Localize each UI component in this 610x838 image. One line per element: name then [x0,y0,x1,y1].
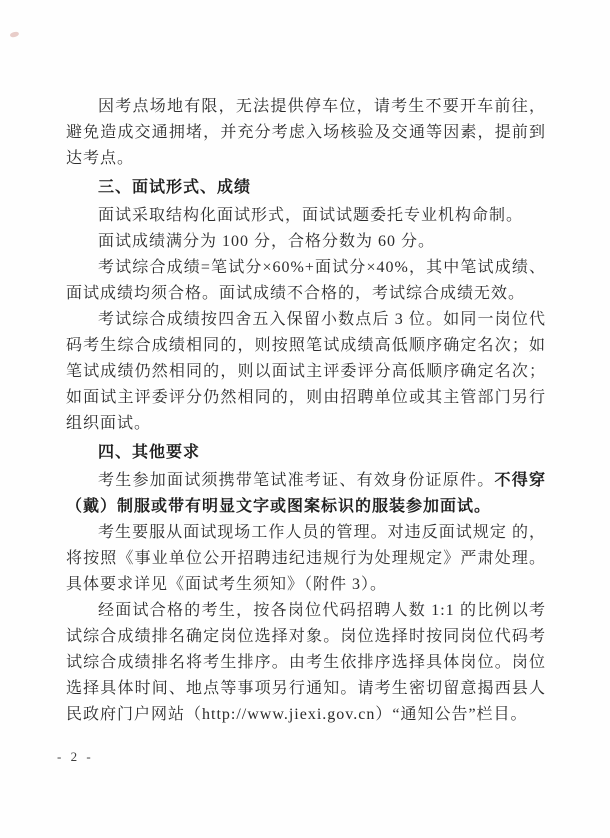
document-body [66,94,546,728]
paragraph-discipline-rules: 考生要服从面试现场工作人员的管理。对违反面试规定 的，将按照《事业单位公开招聘违纪违规行为处理规定》严肃处理。具体要求详见《面试考生须知》（附件 3）。 [66,524,546,593]
paragraph-venue-notice: 因考点场地有限，无法提供停车位，请考生不要开车前往，避免造成交通拥堵，并充分考虑入场核验及交通等因素，提前到达考点。 [66,98,546,167]
paragraph-dress-code [66,468,546,520]
paragraph-position-selection: 经面试合格的考生，按各岗位代码招聘人数 1:1 的比例以考试综合成绩排名确定岗位选择对象。岗位选择时按同岗位代码考试综合成绩排名将考生排序。由考生依排序选择具体岗位。岗位选择具体时间、地点等事项另行通知。请考生密切留意揭西县人民政府门户网站（http://www.jiexi.gov.cn）“通知公告”栏目。 [66,602,546,723]
paragraph-score-formula: 考试综合成绩=笔试分×60%+面试分×40%，其中笔试成绩、面试成绩均须合格。面试成绩不合格的，考试综合成绩无效。 [66,259,546,302]
dress-code-normal-text: 考生参加面试须携带笔试准考证、有效身份证原件。 [98,472,495,489]
paragraph-interview-structure: 面试采取结构化面试形式，面试试题委托专业机构命制。 [98,207,524,224]
dress-code-bold-text: 不得穿（戴）制服或带有明显文字或图案标识的服装参加面试。 [66,472,546,515]
section-heading-other-requirements: 四、其他要求 [98,444,201,461]
page-number: - 2 - [57,749,94,764]
paragraph-ranking-rules: 考试综合成绩按四舍五入保留小数点后 3 位。如同一岗位代码考生综合成绩相同的，则按照笔试成绩高低顺序确定名次；如笔试成绩仍然相同的，则以面试主评委评分高低顺序确定名次；如面试主评委评分仍然相同的，则由招聘单位或其主管部门另行组织面试。 [66,311,546,432]
section-heading-interview-format: 三、面试形式、成绩 [98,179,252,196]
scan-smudge-mark [9,31,19,39]
paragraph-score-threshold: 面试成绩满分为 100 分，合格分数为 60 分。 [98,233,436,250]
